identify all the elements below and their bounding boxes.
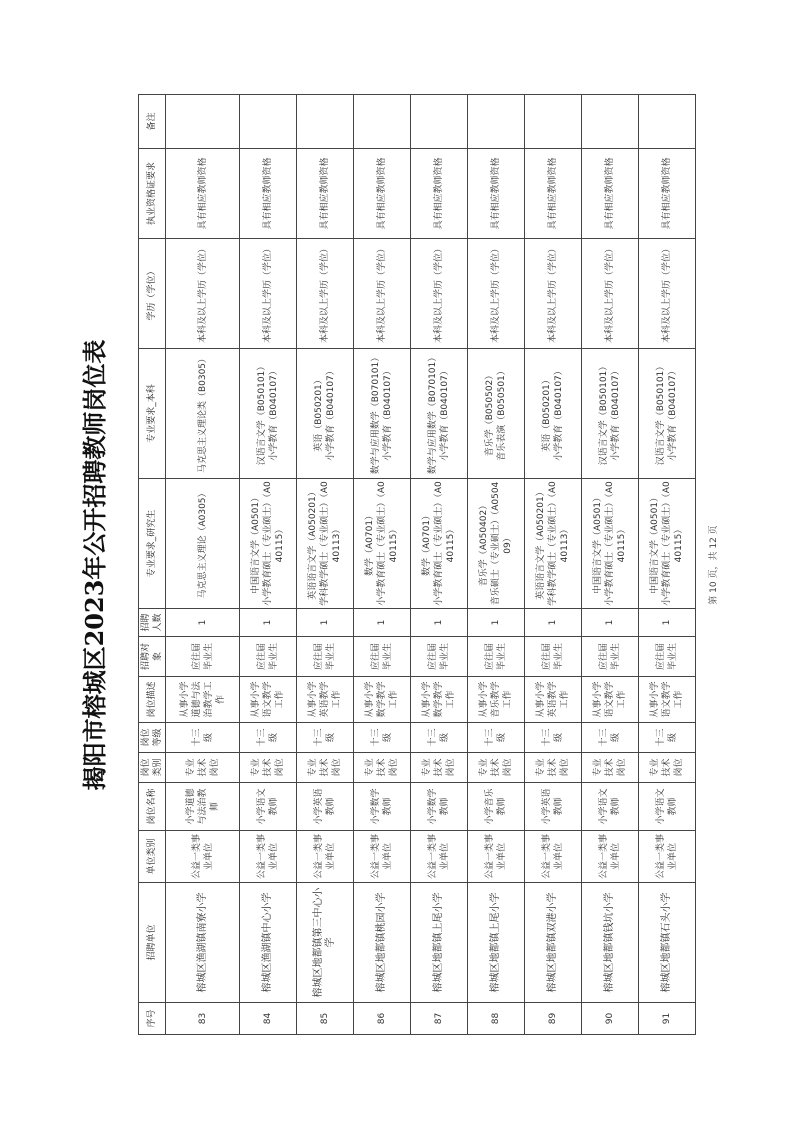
cell-num: 1 <box>468 609 525 637</box>
header-cell: 招聘对象 <box>139 637 166 677</box>
cell-target: 应往届毕业生 <box>639 637 696 677</box>
cell-ug: 英语（B050201） 小学教育（B040107） <box>525 349 582 479</box>
cell-cat: 专业技术岗位 <box>468 753 525 783</box>
cell-edu: 本科及以上学历（学位） <box>639 239 696 349</box>
cell-ug: 数学与应用数学（B070101） 小学教育（B040107） <box>354 349 411 479</box>
cell-desc: 从事小学语文教学工作 <box>582 677 639 723</box>
header-cell: 单位类别 <box>139 831 166 883</box>
cell-no: 88 <box>468 1003 525 1035</box>
header-cell: 岗位类别 <box>139 753 166 783</box>
cell-grad: 中国语言文学（A0501） 小学教育硕士（专业硕士）（A040115） <box>240 479 297 609</box>
cell-unit: 榕城区地都镇钱坑小学 <box>582 883 639 1003</box>
table-row <box>166 95 240 1035</box>
header-cell: 专业要求_本科 <box>139 349 166 479</box>
cell-no: 86 <box>354 1003 411 1035</box>
cell-grade: 十三级 <box>525 723 582 753</box>
cell-cert: 具有相应教师资格 <box>639 149 696 239</box>
cell-desc: 从事小学数学教学工作 <box>354 677 411 723</box>
cell-grade: 十三级 <box>411 723 468 753</box>
cell-type: 公益一类事业单位 <box>354 831 411 883</box>
table-header-row <box>139 95 166 1035</box>
cell-cat: 专业技术岗位 <box>525 753 582 783</box>
cell-note <box>297 95 354 149</box>
cell-grade: 十三级 <box>354 723 411 753</box>
header-cell: 岗位描述 <box>139 677 166 723</box>
cell-ug: 数学与应用数学（B070101） 小学教育（B040107） <box>411 349 468 479</box>
cell-num: 1 <box>354 609 411 637</box>
cell-unit: 榕城区地都镇桃园小学 <box>354 883 411 1003</box>
cell-grad: 数学（A0701） 小学教育硕士（专业硕士）（A040115） <box>354 479 411 609</box>
cell-cert: 具有相应教师资格 <box>525 149 582 239</box>
cell-note <box>468 95 525 149</box>
cell-type: 公益一类事业单位 <box>525 831 582 883</box>
cell-no: 83 <box>166 1003 240 1035</box>
table-body <box>166 95 696 1035</box>
table-row <box>354 95 411 1035</box>
cell-post: 小学语文教师 <box>240 783 297 831</box>
cell-cert: 具有相应教师资格 <box>354 149 411 239</box>
cell-cat: 专业技术岗位 <box>166 753 240 783</box>
header-cell: 备注 <box>139 95 166 149</box>
cell-note <box>411 95 468 149</box>
cell-post: 小学音乐教师 <box>468 783 525 831</box>
cell-edu: 本科及以上学历（学位） <box>525 239 582 349</box>
positions-table <box>138 94 696 1035</box>
cell-num: 1 <box>297 609 354 637</box>
cell-target: 应往届毕业生 <box>297 637 354 677</box>
cell-edu: 本科及以上学历（学位） <box>297 239 354 349</box>
cell-ug: 汉语言文学（B050101） 小学教育（B040107） <box>639 349 696 479</box>
table-row <box>639 95 696 1035</box>
cell-type: 公益一类事业单位 <box>468 831 525 883</box>
cell-note <box>166 95 240 149</box>
cell-grade: 十三级 <box>639 723 696 753</box>
cell-post: 小学道德与法治教师 <box>166 783 240 831</box>
cell-type: 公益一类事业单位 <box>166 831 240 883</box>
cell-note <box>525 95 582 149</box>
cell-target: 应往届毕业生 <box>166 637 240 677</box>
cell-grade: 十三级 <box>582 723 639 753</box>
cell-no: 84 <box>240 1003 297 1035</box>
cell-ug: 汉语言文学（B050101） 小学教育（B040107） <box>240 349 297 479</box>
cell-cat: 专业技术岗位 <box>639 753 696 783</box>
cell-grade: 十三级 <box>240 723 297 753</box>
cell-post: 小学英语教师 <box>525 783 582 831</box>
cell-desc: 从事小学语文教学工作 <box>639 677 696 723</box>
cell-num: 1 <box>639 609 696 637</box>
cell-cat: 专业技术岗位 <box>411 753 468 783</box>
cell-target: 应往届毕业生 <box>468 637 525 677</box>
cell-ug: 马克思主义理论类（B0305） <box>166 349 240 479</box>
cell-desc: 从事小学英语教学工作 <box>297 677 354 723</box>
cell-post: 小学语文教师 <box>582 783 639 831</box>
cell-cat: 专业技术岗位 <box>240 753 297 783</box>
cell-post: 小学数学教师 <box>354 783 411 831</box>
cell-unit: 榕城区渔湖镇南寮小学 <box>166 883 240 1003</box>
cell-num: 1 <box>166 609 240 637</box>
cell-post: 小学数学教师 <box>411 783 468 831</box>
cell-target: 应往届毕业生 <box>411 637 468 677</box>
cell-cert: 具有相应教师资格 <box>582 149 639 239</box>
cell-cert: 具有相应教师资格 <box>240 149 297 239</box>
cell-grade: 十三级 <box>468 723 525 753</box>
header-cell: 序号 <box>139 1003 166 1035</box>
cell-target: 应往届毕业生 <box>354 637 411 677</box>
cell-edu: 本科及以上学历（学位） <box>582 239 639 349</box>
cell-note <box>639 95 696 149</box>
cell-num: 1 <box>411 609 468 637</box>
cell-grad: 音乐学（A050402） 音乐硕士（专业硕士）（A050409） <box>468 479 525 609</box>
cell-desc: 从事小学英语教学工作 <box>525 677 582 723</box>
cell-unit: 榕城区地都镇上尾小学 <box>468 883 525 1003</box>
table-row <box>468 95 525 1035</box>
cell-type: 公益一类事业单位 <box>240 831 297 883</box>
header-cell: 岗位等级 <box>139 723 166 753</box>
cell-target: 应往届毕业生 <box>525 637 582 677</box>
cell-note <box>582 95 639 149</box>
cell-cat: 专业技术岗位 <box>354 753 411 783</box>
cell-desc: 从事小学数学教学工作 <box>411 677 468 723</box>
table-row <box>525 95 582 1035</box>
cell-grad: 中国语言文学（A0501） 小学教育硕士（专业硕士）（A040115） <box>582 479 639 609</box>
cell-ug: 汉语言文学（B050101） 小学教育（B040107） <box>582 349 639 479</box>
cell-ug: 英语（B050201） 小学教育（B040107） <box>297 349 354 479</box>
cell-no: 90 <box>582 1003 639 1035</box>
header-cell: 执业资格证要求 <box>139 149 166 239</box>
header-cell: 岗位名称 <box>139 783 166 831</box>
cell-no: 89 <box>525 1003 582 1035</box>
page-footer: 第 10 页，共 12 页 <box>709 525 719 605</box>
cell-grad: 数学（A0701） 小学教育硕士（专业硕士）（A040115） <box>411 479 468 609</box>
cell-unit: 榕城区地都镇第三中心小学 <box>297 883 354 1003</box>
cell-cert: 具有相应教师资格 <box>166 149 240 239</box>
cell-desc: 从事小学语文教学工作 <box>240 677 297 723</box>
cell-type: 公益一类事业单位 <box>297 831 354 883</box>
cell-grad: 马克思主义理论（A0305） <box>166 479 240 609</box>
cell-num: 1 <box>525 609 582 637</box>
page-title: 揭阳市榕城区2023年公开招聘教师岗位表 <box>80 339 109 791</box>
cell-note <box>240 95 297 149</box>
cell-target: 应往届毕业生 <box>240 637 297 677</box>
cell-unit: 榕城区地都镇上尾小学 <box>411 883 468 1003</box>
cell-num: 1 <box>582 609 639 637</box>
cell-desc: 从事小学音乐教学工作 <box>468 677 525 723</box>
cell-cert: 具有相应教师资格 <box>297 149 354 239</box>
cell-cert: 具有相应教师资格 <box>411 149 468 239</box>
cell-target: 应往届毕业生 <box>582 637 639 677</box>
header-cell: 专业要求_研究生 <box>139 479 166 609</box>
cell-edu: 本科及以上学历（学位） <box>411 239 468 349</box>
cell-no: 85 <box>297 1003 354 1035</box>
cell-cert: 具有相应教师资格 <box>468 149 525 239</box>
cell-desc: 从事小学道德与法治教学工作 <box>166 677 240 723</box>
cell-unit: 榕城区地都镇双港小学 <box>525 883 582 1003</box>
cell-grad: 英语语言文学（A050201） 学科教学硕士（专业硕士）（A040113） <box>297 479 354 609</box>
table-row <box>411 95 468 1035</box>
cell-cat: 专业技术岗位 <box>582 753 639 783</box>
cell-post: 小学语文教师 <box>639 783 696 831</box>
cell-no: 87 <box>411 1003 468 1035</box>
cell-cat: 专业技术岗位 <box>297 753 354 783</box>
table-row <box>582 95 639 1035</box>
header-cell: 招聘人数 <box>139 609 166 637</box>
cell-note <box>354 95 411 149</box>
cell-ug: 音乐学（B050502） 音乐表演（B050501） <box>468 349 525 479</box>
cell-grade: 十三级 <box>166 723 240 753</box>
table-row <box>297 95 354 1035</box>
cell-unit: 榕城区地都镇石头小学 <box>639 883 696 1003</box>
cell-edu: 本科及以上学历（学位） <box>354 239 411 349</box>
header-cell: 招聘单位 <box>139 883 166 1003</box>
cell-type: 公益一类事业单位 <box>639 831 696 883</box>
cell-num: 1 <box>240 609 297 637</box>
rotated-content <box>60 85 740 1045</box>
cell-edu: 本科及以上学历（学位） <box>240 239 297 349</box>
cell-post: 小学英语教师 <box>297 783 354 831</box>
cell-type: 公益一类事业单位 <box>582 831 639 883</box>
cell-type: 公益一类事业单位 <box>411 831 468 883</box>
cell-grad: 中国语言文学（A0501） 小学教育硕士（专业硕士）（A040115） <box>639 479 696 609</box>
cell-grade: 十三级 <box>297 723 354 753</box>
header-cell: 学历（学位） <box>139 239 166 349</box>
cell-grad: 英语语言文学（A050201） 学科教学硕士（专业硕士）（A040113） <box>525 479 582 609</box>
cell-no: 91 <box>639 1003 696 1035</box>
cell-edu: 本科及以上学历（学位） <box>468 239 525 349</box>
cell-unit: 榕城区渔湖镇中心小学 <box>240 883 297 1003</box>
table-row <box>240 95 297 1035</box>
cell-edu: 本科及以上学历（学位） <box>166 239 240 349</box>
